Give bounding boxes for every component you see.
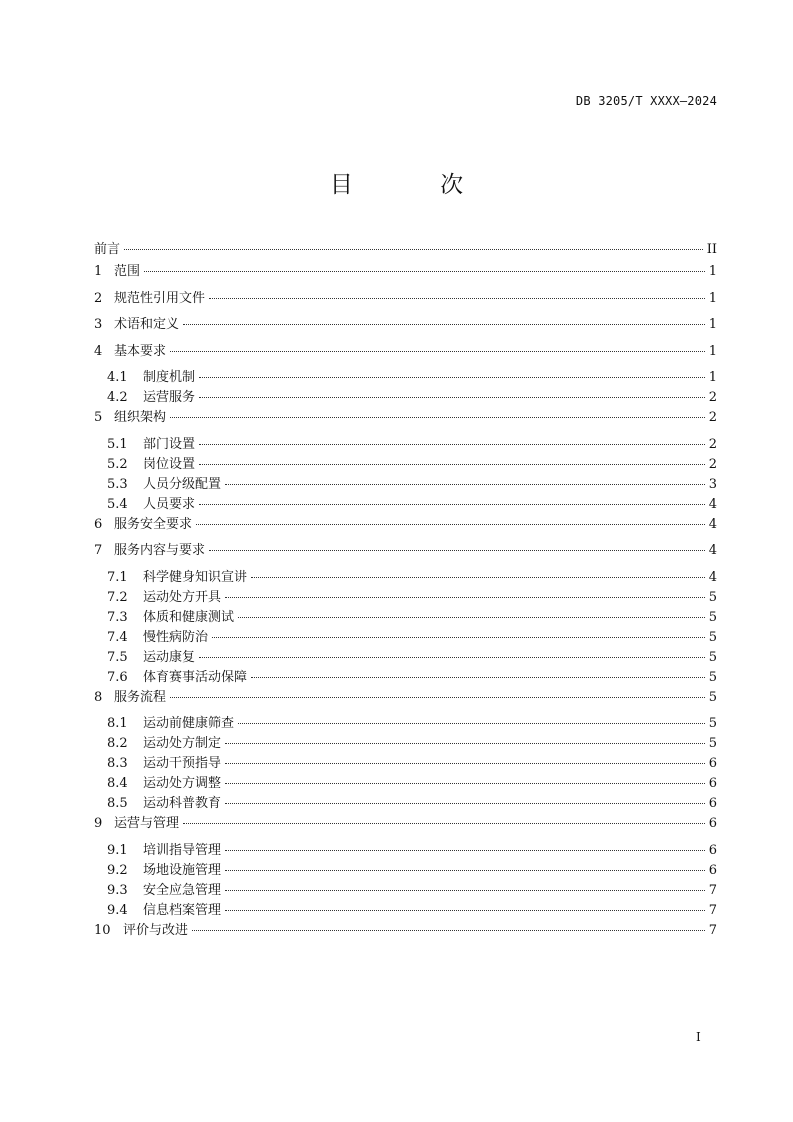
toc-entry-page: 2 bbox=[708, 390, 717, 405]
toc-entry-label: 运动干预指导 bbox=[143, 756, 222, 771]
dot-leader bbox=[170, 408, 705, 418]
toc-entry-page: 2 bbox=[708, 456, 717, 472]
dot-leader bbox=[183, 315, 705, 325]
toc-entry-number: 8.2 bbox=[107, 736, 128, 751]
table-of-contents bbox=[94, 240, 717, 947]
toc-entry[interactable] bbox=[94, 541, 717, 568]
toc-entry-page: 4 bbox=[708, 516, 717, 532]
page-title: 目 次 bbox=[329, 172, 504, 198]
toc-entry[interactable] bbox=[94, 408, 717, 435]
toc-entry-label: 运动科普教育 bbox=[143, 796, 222, 811]
toc-entry-page: 1 bbox=[708, 264, 717, 279]
toc-entry-page: 5 bbox=[708, 689, 717, 705]
toc-entry-page: 6 bbox=[708, 862, 717, 878]
toc-subentry[interactable] bbox=[94, 568, 717, 588]
toc-entry-number: 10 bbox=[94, 922, 111, 938]
toc-entry-label: 慢性病防治 bbox=[143, 629, 209, 645]
toc-entry-page: 6 bbox=[708, 842, 717, 858]
toc-entry-label: 运营服务 bbox=[143, 390, 196, 405]
dot-leader bbox=[225, 901, 705, 911]
toc-entry-number: 7.4 bbox=[107, 629, 128, 645]
dot-leader bbox=[225, 734, 705, 744]
toc-entry[interactable] bbox=[94, 289, 717, 316]
toc-entry-page: 6 bbox=[708, 796, 717, 811]
dot-leader bbox=[199, 495, 705, 505]
toc-entry-label: 运动处方调整 bbox=[143, 776, 222, 791]
toc-entry-label: 运动前健康筛查 bbox=[143, 716, 235, 731]
toc-entry-label: 人员分级配置 bbox=[143, 476, 222, 492]
toc-entry-label: 培训指导管理 bbox=[143, 842, 222, 858]
toc-subentry[interactable] bbox=[94, 754, 717, 774]
dot-leader bbox=[225, 861, 705, 871]
toc-subentry[interactable] bbox=[94, 388, 717, 408]
toc-subentry[interactable] bbox=[94, 435, 717, 455]
dot-leader bbox=[199, 388, 705, 398]
toc-entry-number: 5.4 bbox=[107, 496, 128, 512]
toc-entry-page: 1 bbox=[708, 290, 717, 306]
dot-leader bbox=[170, 688, 705, 698]
toc-entry-number: 8.1 bbox=[107, 716, 128, 731]
toc-entry-label: 信息档案管理 bbox=[143, 902, 222, 918]
toc-entry-page: 6 bbox=[708, 756, 717, 771]
toc-subentry[interactable] bbox=[94, 901, 717, 921]
toc-entry-page: 4 bbox=[708, 543, 717, 558]
toc-subentry[interactable] bbox=[94, 841, 717, 861]
dot-leader bbox=[251, 568, 705, 578]
toc-entry-label: 服务流程 bbox=[114, 689, 167, 705]
toc-entry-number: 5.3 bbox=[107, 476, 128, 492]
toc-entry-page: 2 bbox=[708, 436, 717, 452]
toc-entry-label: 规范性引用文件 bbox=[114, 290, 206, 306]
toc-entry-page: 5 bbox=[708, 649, 717, 665]
dot-leader bbox=[225, 754, 705, 764]
toc-entry-page: 5 bbox=[708, 736, 717, 751]
dot-leader bbox=[192, 921, 705, 931]
toc-entry-number: 5 bbox=[94, 410, 103, 425]
toc-subentry[interactable] bbox=[94, 881, 717, 901]
dot-leader bbox=[124, 240, 703, 250]
toc-entry-page: 4 bbox=[708, 496, 717, 512]
toc-entry-number: 6 bbox=[94, 516, 103, 532]
toc-subentry[interactable] bbox=[94, 588, 717, 608]
toc-entry-number: 8.4 bbox=[107, 776, 128, 791]
dot-leader bbox=[199, 455, 705, 465]
toc-entry-label: 场地设施管理 bbox=[143, 862, 222, 878]
toc-entry-number: 7.3 bbox=[107, 609, 128, 625]
toc-subentry[interactable] bbox=[94, 794, 717, 814]
toc-entry-label: 运动处方开具 bbox=[143, 589, 222, 605]
toc-entry-label: 人员要求 bbox=[143, 496, 196, 512]
toc-entry-number: 9 bbox=[94, 816, 103, 831]
toc-subentry[interactable] bbox=[94, 455, 717, 475]
dot-leader bbox=[212, 628, 705, 638]
toc-subentry[interactable] bbox=[94, 734, 717, 754]
toc-entry-number: 4.2 bbox=[107, 390, 128, 405]
dot-leader bbox=[199, 435, 705, 445]
toc-entry-label: 前言 bbox=[94, 242, 121, 257]
toc-entry-page: 6 bbox=[708, 816, 717, 831]
toc-entry[interactable] bbox=[94, 688, 717, 715]
dot-leader bbox=[196, 515, 705, 525]
toc-entry-page: 5 bbox=[708, 716, 717, 731]
dot-leader bbox=[225, 794, 705, 804]
dot-leader bbox=[199, 648, 705, 658]
toc-entry-number: 5.2 bbox=[107, 456, 128, 472]
document-code: DB 3205/T XXXX—2024 bbox=[575, 94, 717, 108]
toc-entry-number: 7.1 bbox=[107, 569, 128, 585]
toc-entry-page: 1 bbox=[708, 317, 717, 332]
toc-entry-page: 4 bbox=[708, 569, 717, 585]
toc-subentry[interactable] bbox=[94, 668, 717, 688]
toc-entry-number: 8.3 bbox=[107, 756, 128, 771]
toc-subentry[interactable] bbox=[94, 368, 717, 388]
dot-leader bbox=[209, 541, 705, 551]
toc-entry-number: 1 bbox=[94, 264, 103, 279]
toc-entry-label: 部门设置 bbox=[143, 436, 196, 452]
toc-entry-page: 5 bbox=[708, 589, 717, 605]
toc-entry-page: 7 bbox=[708, 922, 717, 938]
dot-leader bbox=[225, 588, 705, 598]
toc-subentry[interactable] bbox=[94, 608, 717, 628]
toc-entry-page: 6 bbox=[708, 776, 717, 791]
toc-entry-number: 7 bbox=[94, 543, 103, 558]
toc-entry[interactable] bbox=[94, 315, 717, 342]
toc-entry-label: 评价与改进 bbox=[123, 922, 189, 938]
toc-entry-number: 2 bbox=[94, 290, 103, 306]
toc-entry[interactable] bbox=[94, 240, 717, 262]
toc-entry-label: 科学健身知识宣讲 bbox=[143, 569, 248, 585]
toc-entry-page: 5 bbox=[708, 629, 717, 645]
toc-entry-number: 4 bbox=[94, 343, 103, 359]
toc-entry-label: 制度机制 bbox=[143, 370, 196, 385]
toc-entry-number: 9.1 bbox=[107, 842, 128, 858]
toc-entry-number: 5.1 bbox=[107, 436, 128, 452]
toc-entry-label: 运动处方制定 bbox=[143, 736, 222, 751]
page-number: I bbox=[696, 1030, 701, 1044]
dot-leader bbox=[170, 342, 705, 352]
toc-entry-label: 基本要求 bbox=[114, 343, 167, 359]
toc-subentry[interactable] bbox=[94, 628, 717, 648]
toc-entry-page: 7 bbox=[708, 882, 717, 898]
toc-entry-label: 安全应急管理 bbox=[143, 882, 222, 898]
toc-entry-page: 5 bbox=[708, 609, 717, 625]
dot-leader bbox=[183, 814, 705, 824]
toc-entry-number: 7.6 bbox=[107, 669, 128, 685]
toc-entry[interactable] bbox=[94, 262, 717, 289]
toc-entry-page: 1 bbox=[708, 343, 717, 359]
dot-leader bbox=[225, 774, 705, 784]
dot-leader bbox=[225, 881, 705, 891]
dot-leader bbox=[225, 475, 705, 485]
toc-entry-number: 9.4 bbox=[107, 902, 128, 918]
dot-leader bbox=[238, 608, 705, 618]
dot-leader bbox=[199, 368, 705, 378]
toc-entry-number: 3 bbox=[94, 317, 103, 332]
toc-subentry[interactable] bbox=[94, 714, 717, 734]
toc-entry-number: 8 bbox=[94, 689, 103, 705]
dot-leader bbox=[209, 289, 705, 299]
toc-entry-label: 岗位设置 bbox=[143, 456, 196, 472]
toc-entry-page: 2 bbox=[708, 410, 717, 425]
toc-entry-number: 7.5 bbox=[107, 649, 128, 665]
toc-entry-number: 9.2 bbox=[107, 862, 128, 878]
toc-subentry[interactable] bbox=[94, 774, 717, 794]
toc-entry[interactable] bbox=[94, 342, 717, 369]
toc-entry-page: 7 bbox=[708, 902, 717, 918]
toc-subentry[interactable] bbox=[94, 648, 717, 668]
dot-leader bbox=[144, 262, 705, 272]
toc-subentry[interactable] bbox=[94, 475, 717, 495]
toc-entry-label: 组织架构 bbox=[114, 410, 167, 425]
toc-entry-label: 术语和定义 bbox=[114, 317, 180, 332]
toc-entry-page: II bbox=[706, 242, 717, 257]
dot-leader bbox=[238, 714, 705, 724]
toc-entry[interactable] bbox=[94, 814, 717, 841]
toc-entry-label: 运动康复 bbox=[143, 649, 196, 665]
toc-entry-number: 8.5 bbox=[107, 796, 128, 811]
toc-entry-label: 服务内容与要求 bbox=[114, 543, 206, 558]
toc-entry-page: 5 bbox=[708, 669, 717, 685]
toc-entry-label: 体质和健康测试 bbox=[143, 609, 235, 625]
toc-entry-page: 1 bbox=[708, 370, 717, 385]
toc-entry-label: 范围 bbox=[114, 264, 141, 279]
toc-subentry[interactable] bbox=[94, 861, 717, 881]
toc-entry[interactable] bbox=[94, 921, 717, 948]
toc-entry-number: 9.3 bbox=[107, 882, 128, 898]
toc-entry-number: 7.2 bbox=[107, 589, 128, 605]
toc-subentry[interactable] bbox=[94, 495, 717, 515]
toc-entry[interactable] bbox=[94, 515, 717, 542]
dot-leader bbox=[251, 668, 705, 678]
toc-entry-label: 服务安全要求 bbox=[114, 516, 193, 532]
toc-entry-label: 运营与管理 bbox=[114, 816, 180, 831]
dot-leader bbox=[225, 841, 705, 851]
toc-entry-number: 4.1 bbox=[107, 370, 128, 385]
toc-entry-page: 3 bbox=[708, 476, 717, 492]
toc-entry-label: 体育赛事活动保障 bbox=[143, 669, 248, 685]
